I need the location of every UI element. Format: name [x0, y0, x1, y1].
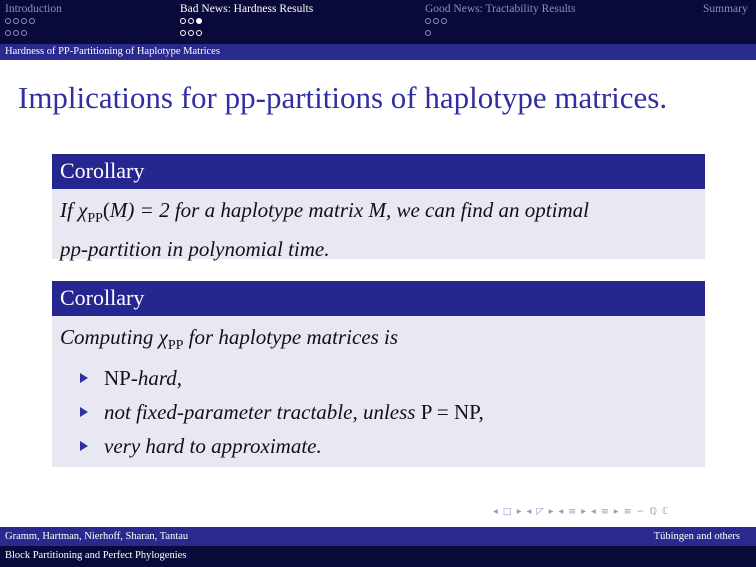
text-span: Computing — [60, 325, 159, 349]
corollary-intro — [60, 322, 697, 361]
slide-dot[interactable] — [180, 18, 186, 24]
chi-symbol: χ — [158, 325, 168, 349]
nav-section-bad-news[interactable] — [180, 3, 313, 40]
corollary-line-2: pp-partition in polynomial time. — [60, 237, 330, 262]
nav-section-title[interactable]: Summary — [703, 3, 748, 15]
beamer-navigation-symbols[interactable]: ◂ □ ▸ ◂ ◸ ▸ ◂ ≡ ▸ ◂ ≡ ▸ ≡ ∽ ℚ ℂ — [493, 506, 670, 517]
slide-dots-row — [425, 18, 575, 28]
subscript-pp: PP — [167, 338, 184, 354]
block-heading: Corollary — [52, 154, 705, 189]
subsection-title: Hardness of PP-Partitioning of Haplotype Matrices — [5, 46, 220, 57]
footer-authors: Gramm, Hartman, Nierhoff, Sharan, Tantau — [5, 531, 189, 542]
math-m: M — [368, 198, 386, 222]
block-heading: Corollary — [52, 281, 705, 316]
subsection-bar — [0, 44, 756, 60]
slide-dot[interactable] — [188, 30, 194, 36]
footer-institute: Tübingen and others — [653, 531, 740, 542]
text-span: If — [60, 198, 79, 222]
chi-symbol: χ — [78, 198, 88, 222]
text-span: very hard to approximate. — [104, 434, 322, 459]
nav-section-good-news[interactable] — [425, 3, 575, 40]
text-span: not fixed-parameter tractable, unless — [104, 400, 421, 425]
nav-section-title[interactable]: Good News: Tractability Results — [425, 3, 576, 15]
block-body — [52, 189, 705, 273]
slide-dot[interactable] — [180, 30, 186, 36]
slide-dot[interactable] — [5, 18, 11, 24]
slide-dot[interactable] — [21, 30, 27, 36]
text-span: , we can find an optimal — [385, 198, 589, 222]
math-m: M — [109, 198, 128, 222]
text-span: ( — [102, 198, 110, 222]
frame-title: Implications for pp-partitions of haplotype matrices. — [18, 80, 668, 115]
slide-dot[interactable] — [441, 18, 447, 24]
triangle-bullet-icon — [80, 373, 88, 383]
slide-dot[interactable] — [29, 18, 35, 24]
slide-dots-row — [180, 30, 313, 40]
text-span: P = NP, — [420, 400, 484, 425]
slide-dot[interactable] — [5, 30, 11, 36]
footer-talk-title: Block Partitioning and Perfect Phylogenies — [5, 550, 187, 561]
footer-info-bar — [0, 527, 756, 546]
corollary-block-1 — [52, 154, 705, 262]
slide-dot[interactable] — [425, 18, 431, 24]
nav-section-summary[interactable] — [703, 3, 748, 16]
slide-dot[interactable] — [425, 30, 431, 36]
slide-dot[interactable] — [13, 18, 19, 24]
nav-section-introduction[interactable] — [5, 3, 62, 40]
slide-dot[interactable] — [433, 18, 439, 24]
list-item — [78, 361, 697, 395]
block-body — [52, 316, 705, 471]
list-item — [78, 395, 697, 429]
slide-dots-row — [5, 18, 62, 28]
triangle-bullet-icon — [80, 407, 88, 417]
corollary-line-1 — [60, 195, 697, 234]
slide-dots-row — [180, 18, 313, 28]
subscript-pp: PP — [87, 211, 103, 227]
text-span: for haplotype matrices is — [183, 325, 399, 349]
list-item — [78, 429, 697, 463]
current-slide-dot[interactable] — [196, 18, 202, 24]
section-navigation-bar — [0, 0, 756, 44]
slide-dot[interactable] — [188, 18, 194, 24]
text-span: ) = 2 for a haplotype matrix — [127, 198, 369, 222]
nav-section-title[interactable]: Introduction — [5, 3, 62, 15]
text-span: NP — [104, 366, 131, 391]
corollary-block-2 — [52, 281, 705, 467]
bullet-list — [60, 361, 697, 463]
slide-dot[interactable] — [196, 30, 202, 36]
slide-dot[interactable] — [13, 30, 19, 36]
slide-dots-row — [425, 30, 575, 40]
slide-dot[interactable] — [21, 18, 27, 24]
nav-section-title[interactable]: Bad News: Hardness Results — [180, 3, 314, 15]
slide-dots-row — [5, 30, 62, 40]
triangle-bullet-icon — [80, 441, 88, 451]
footer-title-bar — [0, 546, 756, 567]
text-span: -hard, — [130, 366, 182, 391]
